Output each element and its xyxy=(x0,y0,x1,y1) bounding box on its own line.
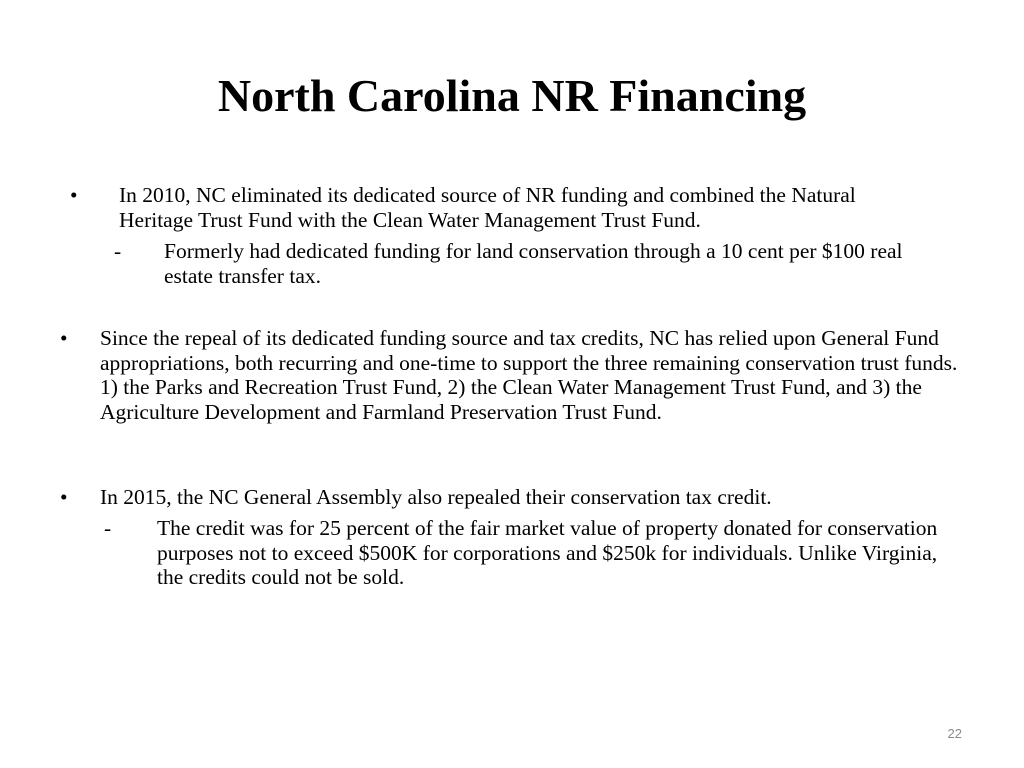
bullet-marker: • xyxy=(60,326,68,350)
bullet-text-1: In 2010, NC eliminated its dedicated source of NR funding and combined the Natural Heritage Trust Fund with the Clean Water Management Trust Fund. xyxy=(119,183,856,232)
sub-bullet-item-1 xyxy=(114,239,914,288)
sub-bullet-item-3 xyxy=(104,516,956,590)
sub-bullet-text-1: Formerly had dedicated funding for land conservation through a 10 cent per $100 real estate transfer tax. xyxy=(164,239,903,288)
bullet-marker: • xyxy=(70,183,78,207)
bullet-item-2 xyxy=(60,326,960,424)
bullet-text-2: Since the repeal of its dedicated funding source and tax credits, NC has relied upon General Fund appropriations, both recurring and one-time to support the three remaining conservation trust funds. 1) the Parks and Recreation Trust Fund, 2) the Clean Water Management Trust Fund, and 3) the Agriculture Development and Farmland Preservation Trust Fund. xyxy=(100,326,958,424)
dash-marker: - xyxy=(114,239,122,263)
page-number: 22 xyxy=(947,726,962,741)
slide-title: North Carolina NR Financing xyxy=(217,70,807,121)
sub-bullet-text-3: The credit was for 25 percent of the fair market value of property donated for conservation purposes not to exceed $500K for corporations and $250k for individuals. Unlike Virginia, the credits could not be sold. xyxy=(157,516,938,589)
bullet-item-1 xyxy=(70,183,930,232)
dash-marker: - xyxy=(104,516,112,540)
bullet-text-3: In 2015, the NC General Assembly also repealed their conservation tax credit. xyxy=(100,485,772,509)
bullet-marker: • xyxy=(60,485,68,509)
bullet-item-3 xyxy=(60,485,960,510)
